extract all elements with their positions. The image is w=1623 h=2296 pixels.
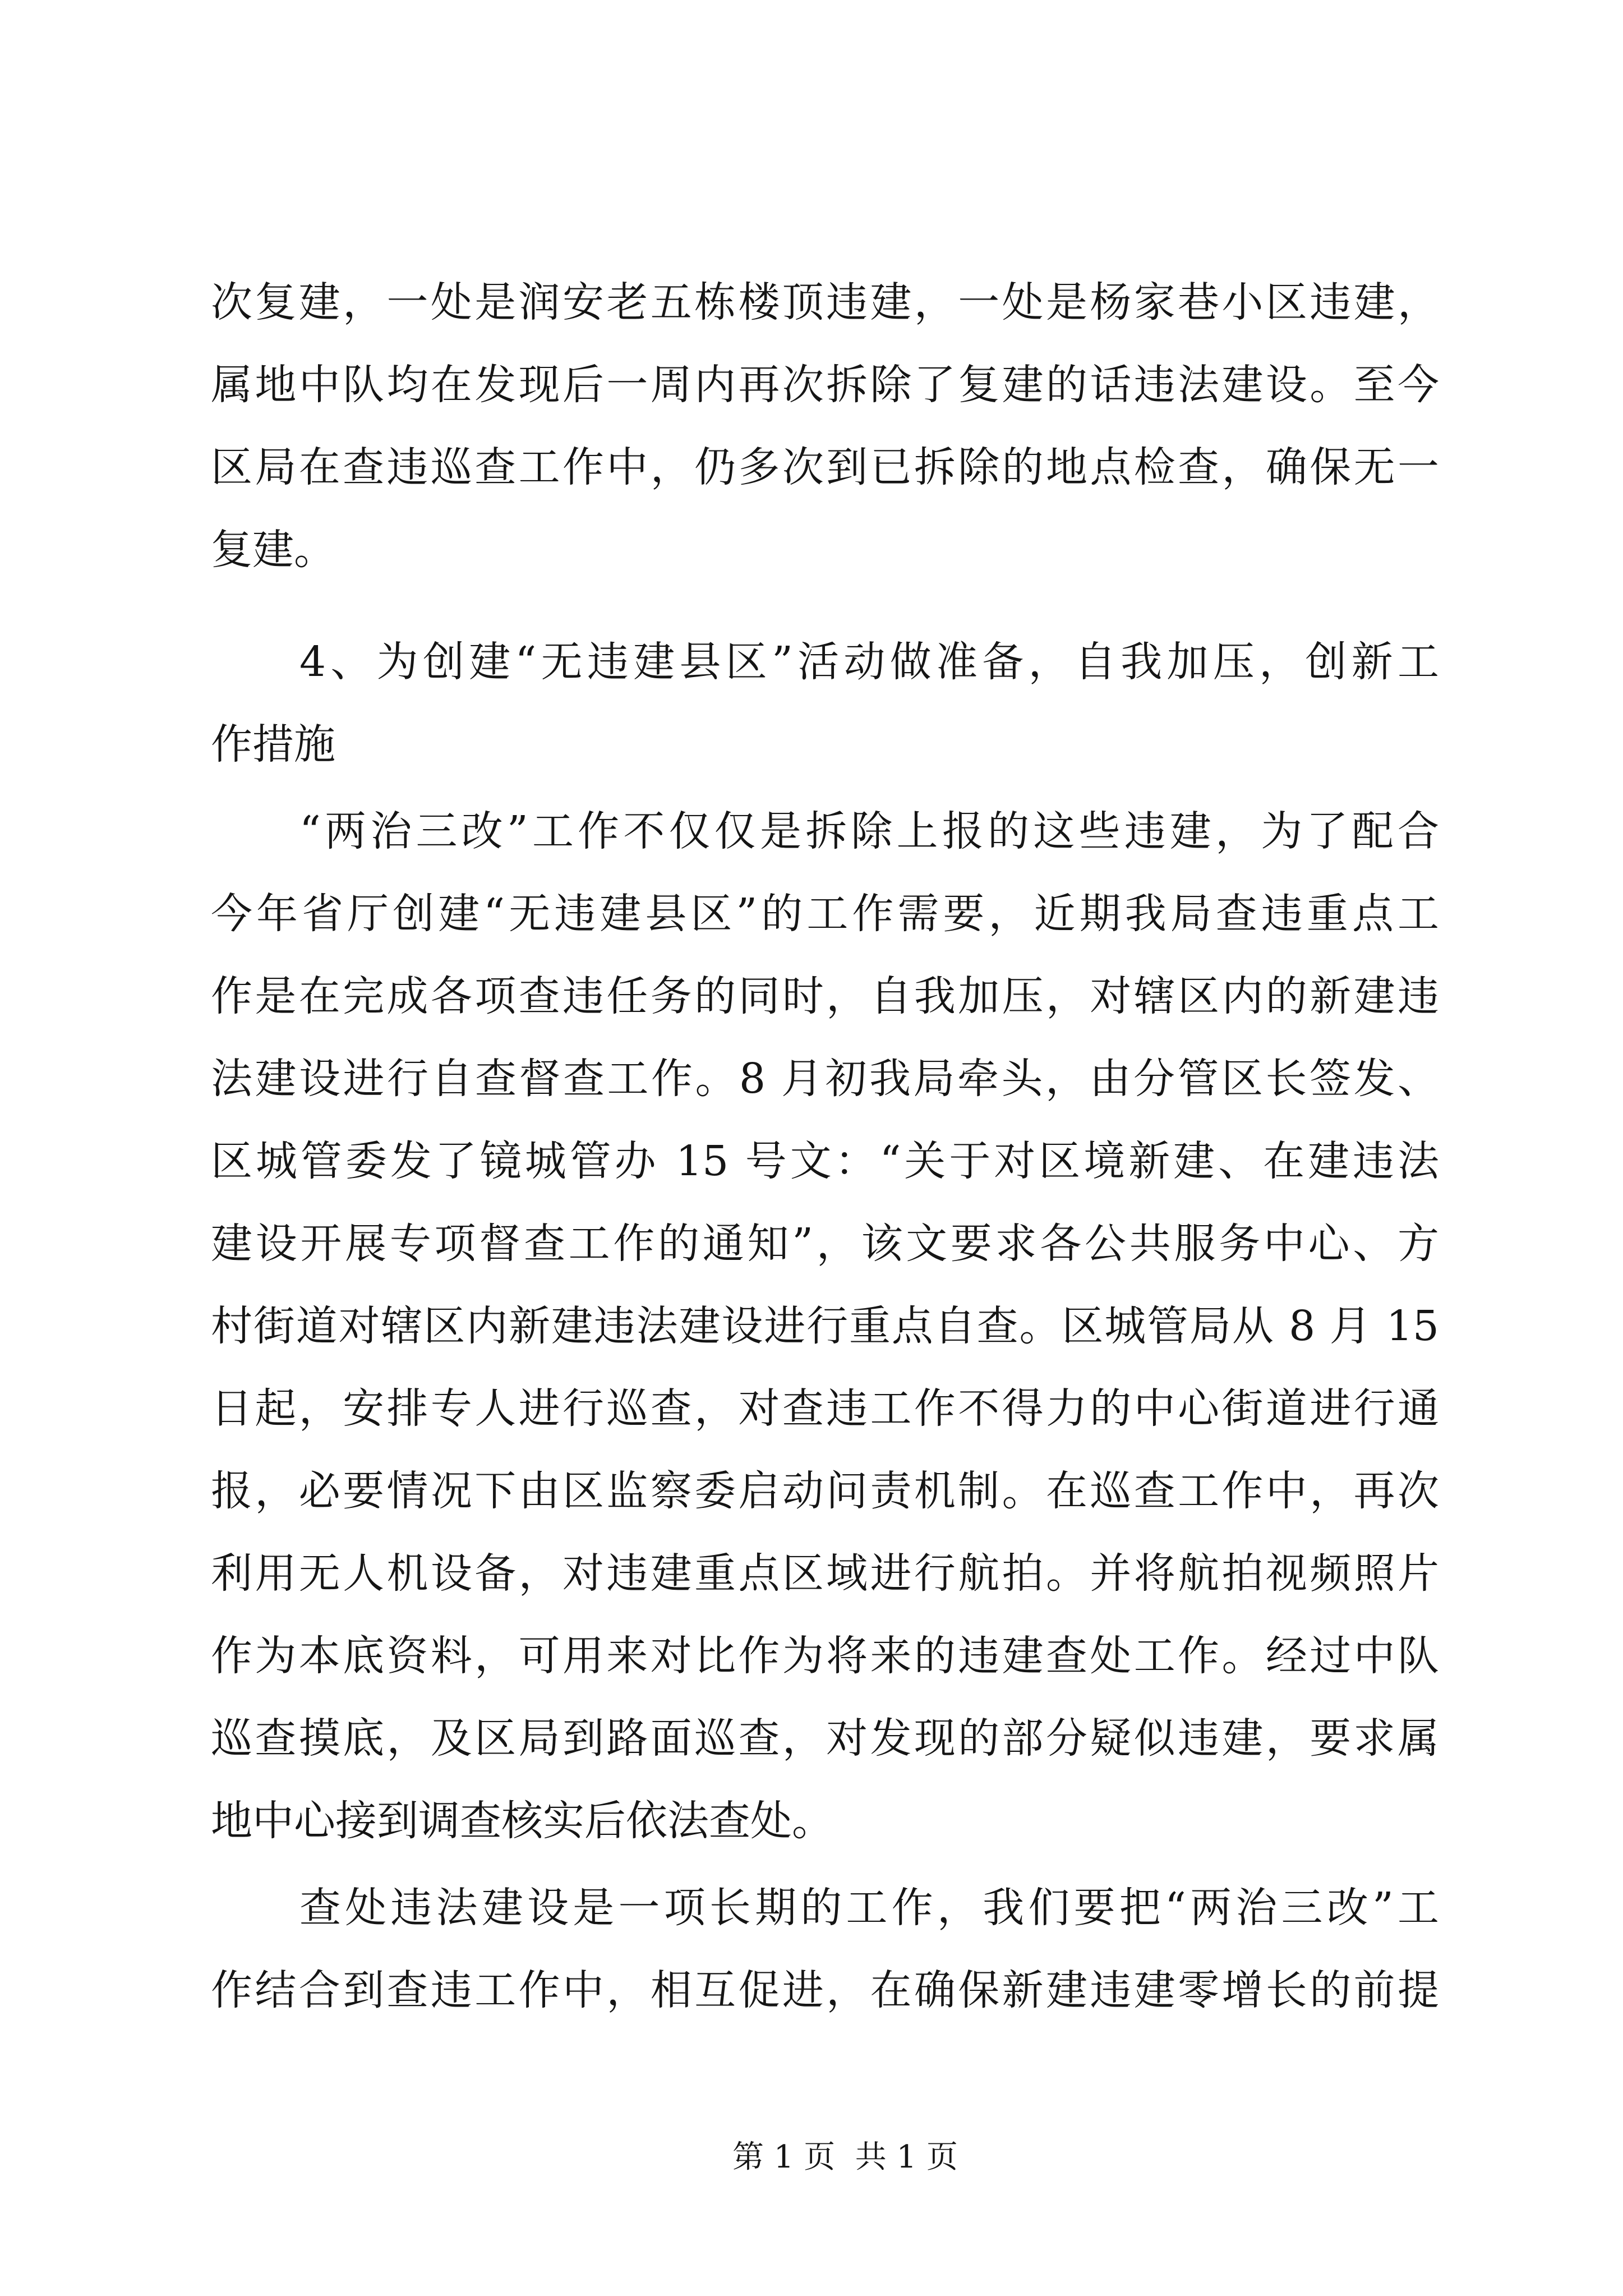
text-line: 地中心接到调查核实后依法查处。 <box>211 1797 833 1845</box>
paragraph <box>211 1867 1439 2032</box>
text-line: 属地中队均在发现后一周内再次拆除了复建的话违法建设。至今 <box>211 361 1439 409</box>
text-line: 建设开展专项督查工作的通知”，该文要求各公共服务中心、方 <box>211 1220 1439 1268</box>
text-line: 查处违法建设是一项长期的工作，我们要把“两治三改”工 <box>299 1884 1439 1932</box>
text-line: 4、为创建“无违建县区”活动做准备，自我加压，创新工 <box>299 638 1439 686</box>
text-line: 今年省厅创建“无违建县区”的工作需要，近期我局查违重点工 <box>211 890 1439 938</box>
text-line: 利用无人机设备，对违建重点区域进行航拍。并将航拍视频照片 <box>211 1549 1439 1598</box>
text-line: 作措施 <box>211 720 335 769</box>
text-line: 区城管委发了镜城管办 15 号文：“关于对区境新建、在建违法 <box>211 1137 1439 1185</box>
text-line: 作结合到查违工作中，相互促进，在确保新建违建零增长的前提 <box>211 1966 1439 2014</box>
section-heading <box>211 621 1439 786</box>
paragraph <box>211 790 1439 1862</box>
paragraph-continuation <box>211 261 1439 591</box>
text-line: 巡查摸底，及区局到路面巡查，对发现的部分疑似违建，要求属 <box>211 1714 1439 1763</box>
text-line: 村街道对辖区内新建违法建设进行重点自查。区城管局从 8 月 15 <box>211 1302 1439 1350</box>
document-body <box>211 261 1439 2032</box>
text-line: 法建设进行自查督查工作。8 月初我局牵头，由分管区长签发、 <box>211 1055 1439 1103</box>
text-line: 作为本底资料，可用来对比作为将来的违建查处工作。经过中队 <box>211 1632 1439 1680</box>
text-line: 作是在完成各项查违任务的同时，自我加压，对辖区内的新建违 <box>211 972 1439 1020</box>
text-line: “两治三改”工作不仅仅是拆除上报的这些违建，为了配合 <box>299 807 1439 855</box>
text-line: 次复建，一处是润安老五栋楼顶违建，一处是杨家巷小区违建， <box>211 278 1439 326</box>
page-footer: 第 1 页 共 1 页 <box>732 2139 958 2175</box>
text-line: 复建。 <box>211 526 335 574</box>
text-line: 日起，安排专人进行巡查，对查违工作不得力的中心街道进行通 <box>211 1384 1439 1433</box>
text-line: 报，必要情况下由区监察委启动问责机制。在巡查工作中，再次 <box>211 1467 1439 1515</box>
text-line: 区局在查违巡查工作中，仍多次到已拆除的地点检查，确保无一 <box>211 443 1439 491</box>
